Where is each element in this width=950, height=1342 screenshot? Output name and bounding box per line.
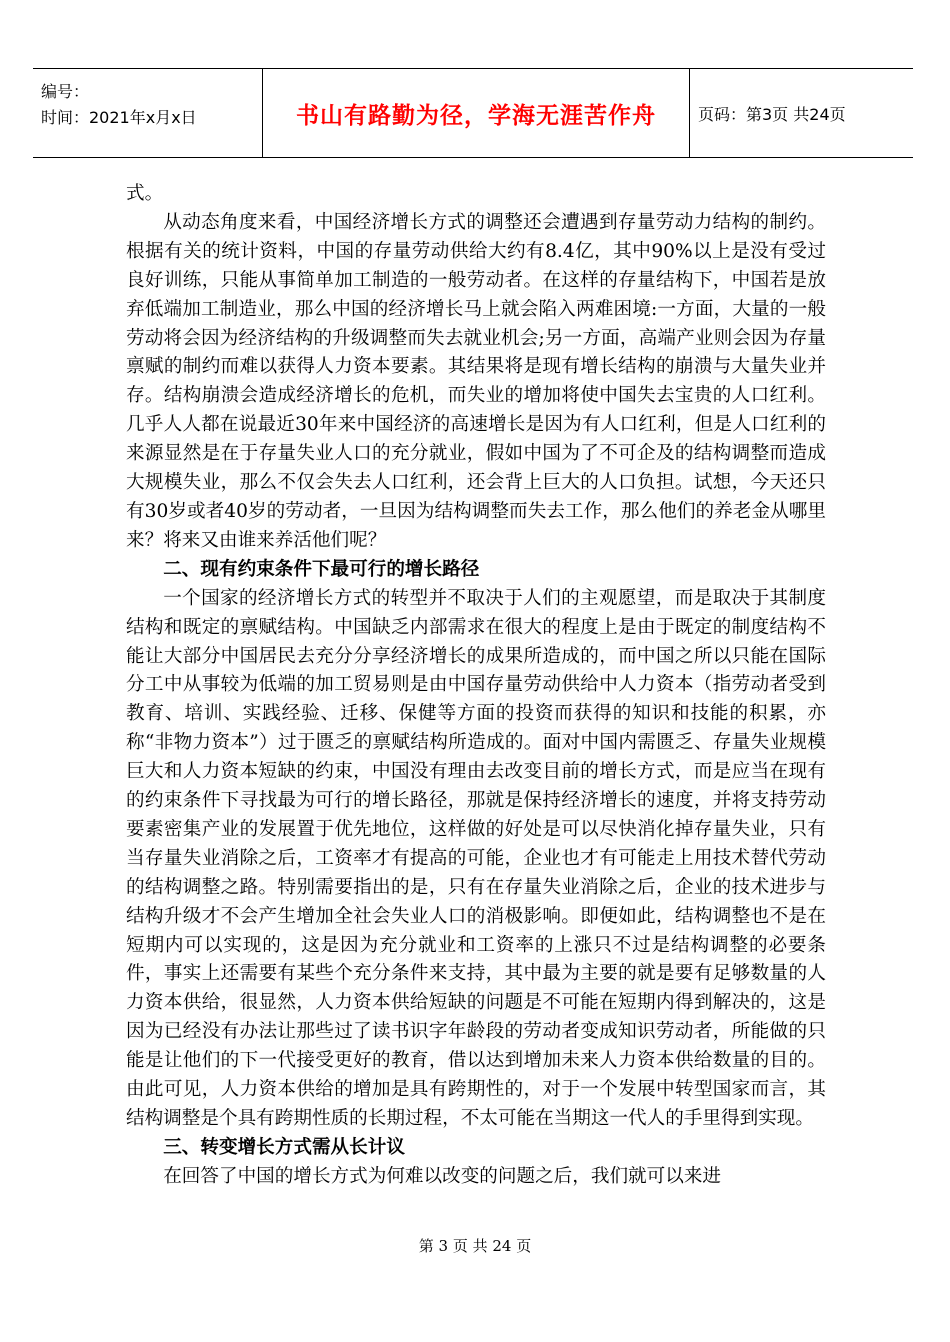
section-heading-2: 二、现有约束条件下最可行的增长路径 — [163, 558, 480, 580]
header-motto-cell — [263, 69, 690, 157]
header-motto: 书山有路勤为径，学海无涯苦作舟 — [296, 102, 656, 129]
document-code-label: 编号： — [41, 82, 90, 101]
document-body — [126, 180, 826, 1192]
paragraph-continuation: 式。 — [126, 183, 164, 204]
page-header — [33, 68, 913, 158]
paragraph-long-term: 在回答了中国的增长方式为何难以改变的问题之后，我们就可以来进 — [163, 1165, 722, 1187]
paragraph-labor-structure: 从动态角度来看，中国经济增长方式的调整还会遭遇到存量劳动力结构的制约。根据有关的统计资料，中国的存量劳动供给大约有8.4亿，其中90%以上是没有受过良好训练，只能从事简单加工制造的一般劳动者。在这样的存量结构下，中国若是放弃低端加工制造业，那么中国的经济增长马上就会陷入两难困境:一方面，大量的一般劳动将会因为经济结构的升级调整而失去就业机会;另一方面，高端产业则会因为存量禀赋的制约而难以获得人力资本要素。其结果将是现有增长结构的崩溃与大量失业并存。结构崩溃会造成经济增长的危机，而失业的增加将使中国失去宝贵的人口红利。几乎人人都在说最近30年来中国经济的高速增长是因为有人口红利，但是人口红利的来源显然是在于存量失业人口的充分就业，假如中国为了不可企及的结构调整而造成大规模失业，那么不仅会失去人口红利，还会背上巨大的人口负担。试想，今天还只有30岁或者40岁的劳动者，一旦因为结构调整而失去工作，那么他们的养老金从哪里来？将来又由谁来养活他们呢？ — [126, 211, 826, 551]
header-meta — [33, 69, 263, 157]
section-heading-3: 三、转变增长方式需从长计议 — [163, 1136, 405, 1158]
header-page-cell — [690, 69, 913, 157]
page-footer: 第 3 页 共 24 页 — [418, 1237, 532, 1255]
header-page-number: 页码：第3页 共24页 — [698, 104, 846, 124]
paragraph-growth-path: 一个国家的经济增长方式的转型并不取决于人们的主观愿望，而是取决于其制度结构和既定的禀赋结构。中国缺乏内部需求在很大的程度上是由于既定的制度结构不能让大部分中国居民去充分分享经济增长的成果所造成的，而中国之所以只能在国际分工中从事较为低端的加工贸易则是由中国存量劳动供给中人力资本（指劳动者受到教育、培训、实践经验、迁移、保健等方面的投资而获得的知识和技能的积累，亦称“非物力资本”）过于匮乏的禀赋结构所造成的。面对中国内需匮乏、存量失业规模巨大和人力资本短缺的约束，中国没有理由去改变目前的增长方式，而是应当在现有的约束条件下寻找最为可行的增长路径，那就是保持经济增长的速度，并将支持劳动要素密集产业的发展置于优先地位，这样做的好处是可以尽快消化掉存量失业，只有当存量失业消除之后，工资率才有提高的可能，企业也才有可能走上用技术替代劳动的结构调整之路。特别需要指出的是，只有在存量失业消除之后，企业的技术进步与结构升级才不会产生增加全社会失业人口的消极影响。即便如此，结构调整也不是在短期内可以实现的，这是因为充分就业和工资率的上涨只不过是结构调整的必要条件，事实上还需要有某些个充分条件来支持，其中最为主要的就是要有足够数量的人力资本供给，很显然，人力资本供给短缺的问题是不可能在短期内得到解决的，这是因为已经没有办法让那些过了读书识字年龄段的劳动者变成知识劳动者，所能做的只能是让他们的下一代接受更好的教育，借以达到增加未来人力资本供给数量的目的。由此可见，人力资本供给的增加是具有跨期性的，对于一个发展中转型国家而言，其结构调整是个具有跨期性质的长期过程，不太可能在当期这一代人的手里得到实现。 — [126, 587, 826, 1129]
document-time-label: 时间：2021年x月x日 — [41, 108, 197, 127]
